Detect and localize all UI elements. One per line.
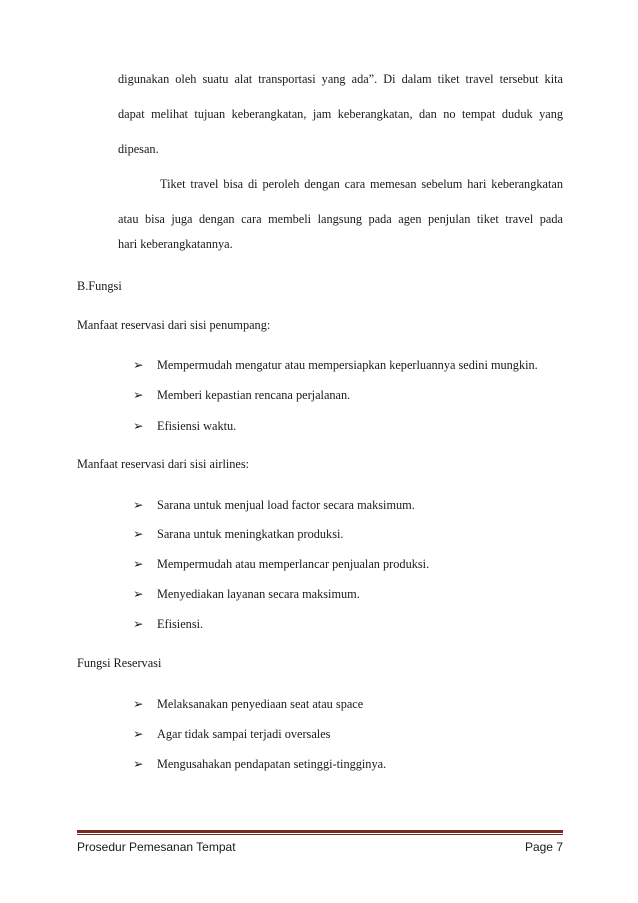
arrowhead-bullet-icon: ➢ [133,388,144,402]
list-item: ➢ Sarana untuk meningkatkan produksi. [133,527,344,541]
airlines-heading: Manfaat reservasi dari sisi airlines: [77,457,250,471]
list-item: ➢ Melaksanakan penyediaan seat atau space [133,697,364,711]
footer-title: Prosedur Pemesanan Tempat [77,840,236,854]
list-item: ➢ Memberi kepastian rencana perjalanan. [133,388,351,402]
list-item: ➢ Mempermudah mengatur atau mempersiapkan keperluannya sedini mungkin. [133,358,538,372]
arrowhead-bullet-icon: ➢ [133,587,144,601]
arrowhead-bullet-icon: ➢ [133,419,144,433]
arrowhead-bullet-icon: ➢ [133,757,144,771]
paragraph-1-line-3: dipesan. [118,142,159,156]
list-item: ➢ Agar tidak sampai terjadi oversales [133,727,331,741]
arrowhead-bullet-icon: ➢ [133,498,144,512]
paragraph-2-line-2: atau bisa juga dengan cara membeli langsung pada agen penjulan tiket travel pada [118,212,563,226]
fungsi-heading: Fungsi Reservasi [77,656,162,670]
list-item: ➢ Efisiensi waktu. [133,419,237,433]
paragraph-2-line-1: Tiket travel bisa di peroleh dengan cara memesan sebelum hari keberangkatan [160,177,563,191]
arrowhead-bullet-icon: ➢ [133,617,144,631]
penumpang-heading: Manfaat reservasi dari sisi penumpang: [77,318,271,332]
list-item: ➢ Mengusahakan pendapatan setinggi-tingginya. [133,757,387,771]
list-item: ➢ Efisiensi. [133,617,204,631]
arrowhead-bullet-icon: ➢ [133,557,144,571]
section-heading: B.Fungsi [77,279,122,293]
list-item: ➢ Sarana untuk menjual load factor secara maksimum. [133,498,415,512]
footer-rule-thin [77,834,563,835]
list-item: ➢ Mempermudah atau memperlancar penjualan produksi. [133,557,430,571]
footer-rule-thick [77,830,563,833]
paragraph-1-line-2: dapat melihat tujuan keberangkatan, jam keberangkatan, dan no tempat duduk yang [118,107,563,121]
paragraph-1-line-1: digunakan oleh suatu alat transportasi yang ada”. Di dalam tiket travel tersebut kita [118,72,563,86]
arrowhead-bullet-icon: ➢ [133,527,144,541]
list-item: ➢ Menyediakan layanan secara maksimum. [133,587,360,601]
arrowhead-bullet-icon: ➢ [133,358,144,372]
arrowhead-bullet-icon: ➢ [133,697,144,711]
page-number: Page 7 [524,840,563,854]
paragraph-2-line-3: hari keberangkatannya. [118,237,233,251]
arrowhead-bullet-icon: ➢ [133,727,144,741]
